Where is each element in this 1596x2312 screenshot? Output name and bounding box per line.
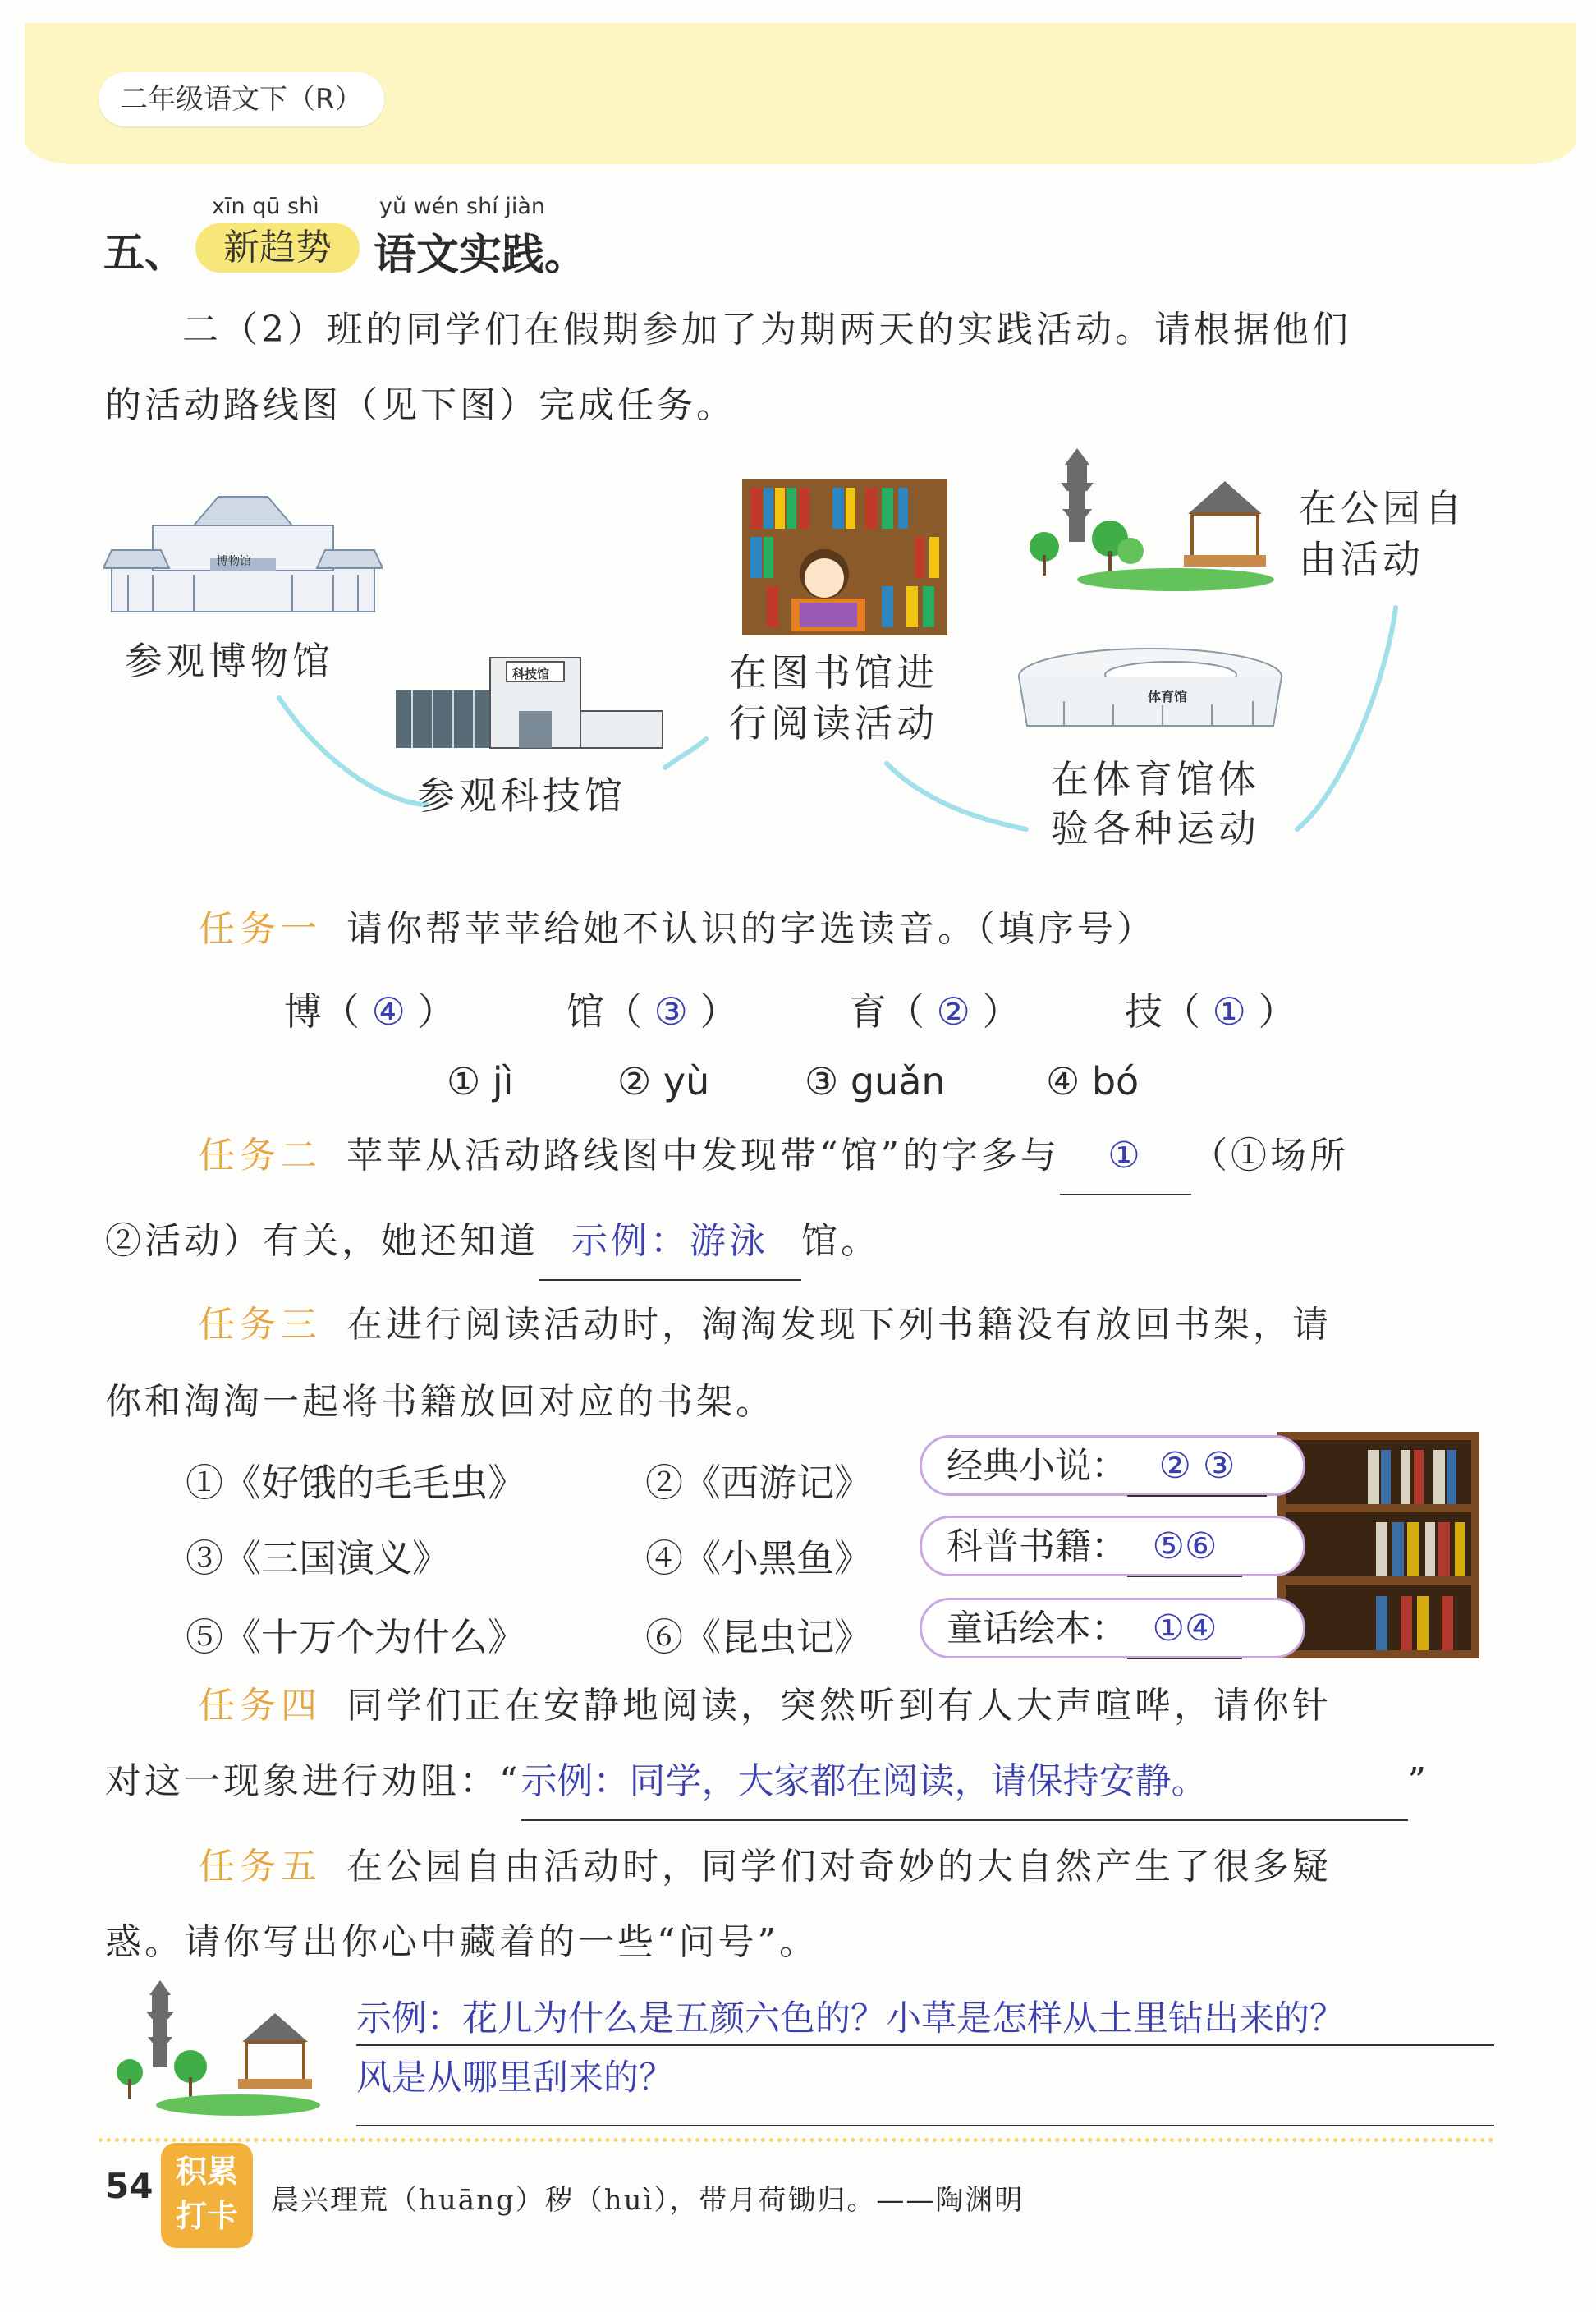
book-title: 二年级语文下（R） xyxy=(99,72,384,126)
task4-answer[interactable]: 示例：同学，大家都在阅读，请保持安静。 xyxy=(521,1744,1408,1821)
task3-label: 任务三 xyxy=(199,1304,322,1346)
task5-answer-underline xyxy=(356,2125,1494,2126)
book-4[interactable]: ④《小黑鱼》 xyxy=(645,1536,872,1580)
intro-line-2: 的活动路线图（见下图）完成任务。 xyxy=(105,384,736,426)
task5-label: 任务五 xyxy=(199,1846,322,1888)
option-4: ④ bó xyxy=(1046,1059,1140,1103)
bookshelf-icon xyxy=(1277,1432,1479,1658)
page-number: 54 xyxy=(105,2166,154,2206)
stadium-caption-2: 验各种运动 xyxy=(1051,806,1260,851)
trend-badge: 新趋势 xyxy=(195,223,360,273)
book-2[interactable]: ②《西游记》 xyxy=(645,1461,872,1505)
section-title: 语文实践。 xyxy=(374,231,588,280)
option-1: ① jì xyxy=(447,1059,514,1103)
stadium-sign: 体育馆 xyxy=(1148,689,1188,704)
accumulate-badge: 积累 打卡 xyxy=(161,2143,253,2248)
shelf-science-answer[interactable]: ⑤⑥ xyxy=(1127,1518,1242,1577)
library-icon xyxy=(742,479,947,635)
task1-item-3: 育（ ② ） xyxy=(849,989,1020,1034)
stadium-caption-1: 在体育馆体 xyxy=(1051,757,1260,801)
intro-line-1: 二（2）班的同学们在假期参加了为期两天的实践活动。请根据他们 xyxy=(182,309,1351,351)
shelf-classic-answer[interactable]: ② ③ xyxy=(1127,1438,1267,1497)
museum-caption: 参观博物馆 xyxy=(125,639,334,683)
task1-item-4: 技（ ① ） xyxy=(1125,989,1296,1034)
section-number: 五、 xyxy=(103,229,186,277)
task2-label: 任务二 xyxy=(199,1135,322,1177)
park-icon xyxy=(1028,448,1274,596)
task1-item-1: 博（ ④ ） xyxy=(284,989,456,1034)
option-3: ③ guǎn xyxy=(805,1059,946,1103)
book-5[interactable]: ⑤《十万个为什么》 xyxy=(186,1615,525,1659)
park-caption-2: 由活动 xyxy=(1299,537,1424,581)
task5-answer-line-1[interactable]: 示例：花儿为什么是五颜六色的？小草是怎样从土里钻出来的？ xyxy=(356,1993,1494,2046)
task2-answer-1[interactable]: ① xyxy=(1060,1118,1191,1195)
task5-line-2: 惑。请你写出你心中藏着的一些“问号”。 xyxy=(105,1921,819,1963)
library-caption-2: 行阅读活动 xyxy=(729,701,938,745)
book-6[interactable]: ⑥《昆虫记》 xyxy=(645,1615,872,1659)
task1-instruction: 任务一 请你帮苹苹给她不认识的字选读音。（填序号） xyxy=(199,908,1156,950)
answer-bo[interactable]: ④ xyxy=(371,989,406,1034)
park-caption-1: 在公园自 xyxy=(1299,486,1466,530)
book-3[interactable]: ③《三国演义》 xyxy=(186,1536,450,1580)
task3-line-1: 任务三 在进行阅读活动时，淘淘发现下列书籍没有放回书架，请 xyxy=(199,1304,1332,1346)
museum-sign: 博物馆 xyxy=(217,555,251,568)
shelf-picturebook: 童话绘本： ①④ xyxy=(920,1598,1305,1658)
title-pinyin: yǔ wén shí jiàn xyxy=(379,194,545,219)
library-caption-1: 在图书馆进 xyxy=(729,650,938,695)
answer-ji[interactable]: ① xyxy=(1212,989,1246,1034)
answer-guan[interactable]: ③ xyxy=(654,989,688,1034)
park-small-icon xyxy=(115,1980,320,2120)
task2-line-1: 任务二 苹苹从活动路线图中发现带“馆”的字多与 ① （①场所 xyxy=(199,1118,1349,1195)
option-2: ② yù xyxy=(617,1059,710,1103)
shelf-classic: 经典小说： ② ③ xyxy=(920,1435,1305,1496)
task4-line-2: 对这一现象进行劝阻：“示例：同学，大家都在阅读，请保持安静。 ” xyxy=(105,1744,1429,1821)
shelf-picturebook-answer[interactable]: ①④ xyxy=(1127,1600,1242,1659)
science-caption: 参观科技馆 xyxy=(417,773,626,818)
task1-item-2: 馆（ ③ ） xyxy=(566,989,738,1034)
task4-line-1: 任务四 同学们正在安静地阅读，突然听到有人大声喧哗，请你针 xyxy=(199,1685,1332,1727)
task2-answer-2[interactable]: 示例：游泳 xyxy=(539,1204,801,1281)
task5-answer-line-2[interactable]: 风是从哪里刮来的？ xyxy=(356,2057,674,2099)
task5-line-1: 任务五 在公园自由活动时，同学们对奇妙的大自然产生了很多疑 xyxy=(199,1846,1332,1888)
book-1[interactable]: ①《好饿的毛毛虫》 xyxy=(186,1461,525,1505)
footer-quote: 晨兴理荒（huāng）秽（huì），带月荷锄归。——陶渊明 xyxy=(271,2184,1025,2217)
shelf-science: 科普书籍： ⑤⑥ xyxy=(920,1516,1305,1576)
task4-label: 任务四 xyxy=(199,1685,322,1727)
task3-line-2: 你和淘淘一起将书籍放回对应的书架。 xyxy=(105,1381,775,1423)
science-sign: 科技馆 xyxy=(512,667,550,681)
answer-yu[interactable]: ② xyxy=(936,989,970,1034)
task1-label: 任务一 xyxy=(199,908,322,950)
footer-divider xyxy=(99,2138,1494,2142)
task2-line-2: ②活动）有关，她还知道 示例：游泳 馆。 xyxy=(105,1204,880,1281)
badge-pinyin: xīn qū shì xyxy=(212,194,319,219)
